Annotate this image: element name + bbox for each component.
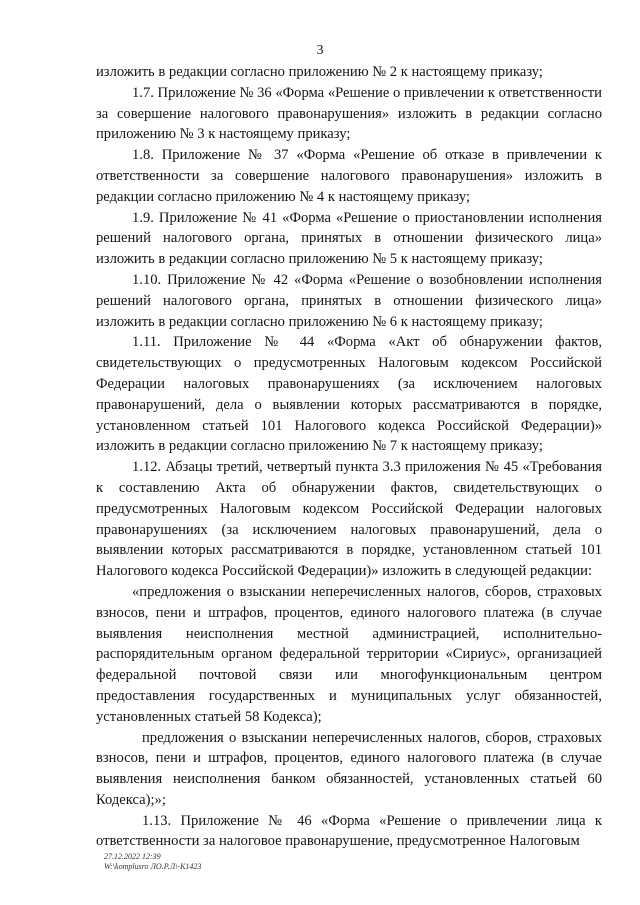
paragraph-item-1-11: 1.11. Приложение № 44 «Форма «Акт об обнаружении фактов, свидетельствующих о предусмотренных Налоговым кодексом Российской Федерации налоговых правонарушениях (за исключением налоговых правонарушений, дела о выявлении которых рассматриваются в порядке, установленном статьей 101 Налогового кодекса Российской Федерации)» изложить в редакции согласно приложению № 7 к настоящему приказу; — [96, 334, 602, 455]
page-number: 3 — [316, 43, 324, 58]
document-footer — [104, 852, 201, 872]
quoted-paragraph-2: предложения о взыскании неперечисленных налогов, сборов, страховых взносов, пени и штрафов, процентов, единого налогового платежа (в случае выявления неисполнения банком обязанностей, установленных статьей 60 Кодекса);»; — [96, 729, 602, 808]
footer-timestamp: 27.12.2022 12:39 — [104, 852, 161, 861]
paragraph-item-1-13: 1.13. Приложение № 46 «Форма «Решение о привлечении лица к ответственности за налоговое правонарушение, предусмотренное Налоговым — [96, 812, 602, 850]
footer-file-path: W:\komplusro ЛО.Р.Л\-К1423 — [104, 862, 202, 871]
document-body — [96, 62, 602, 852]
paragraph-item-1-8: 1.8. Приложение № 37 «Форма «Решение об отказе в привлечении к ответственности за совершение налогового правонарушения» изложить в редакции согласно приложению № 4 к настоящему приказу; — [96, 147, 602, 205]
paragraph-item-1-7: 1.7. Приложение № 36 «Форма «Решение о привлечении к ответственности за совершение налогового правонарушения» изложить в редакции согласно приложению № 3 к настоящему приказу; — [96, 84, 602, 143]
paragraph: изложить в редакции согласно приложению № 2 к настоящему приказу; — [96, 64, 543, 80]
paragraph-item-1-10: 1.10. Приложение № 42 «Форма «Решение о возобновлении исполнения решений налогового органа, принятых в отношении физического лица» изложить в редакции согласно приложению № 6 к настоящему приказу; — [96, 271, 602, 330]
quoted-paragraph-1: «предложения о взыскании неперечисленных налогов, сборов, страховых взносов, пени и штрафов, процентов, единого налогового платежа (в случае выявления неисполнения местной администрацией, исполнительно-распорядительным органом федеральной территории «Сириус», организацией федеральной почтовой связи или многофункциональным центром предоставления государственных и муниципальных услуг обязанностей, установленных статьей 58 Кодекса); — [96, 583, 602, 725]
paragraph-item-1-12: 1.12. Абзацы третий, четвертый пункта 3.3 приложения № 45 «Требования к составлению Акта об обнаружении фактов, свидетельствующих о предусмотренных Налоговым кодексом Российской Федерации налоговых правонарушениях (за исключением налоговых правонарушений, дела о выявлении которых рассматриваются в порядке, установленном статьей 101 Налогового кодекса Российской Федерации)» изложить в следующей редакции: — [96, 459, 602, 580]
paragraph-item-1-9: 1.9. Приложение № 41 «Форма «Решение о приостановлении исполнения решений налогового органа, принятых в отношении физического лица» изложить в редакции согласно приложению № 5 к настоящему приказу; — [96, 209, 602, 268]
